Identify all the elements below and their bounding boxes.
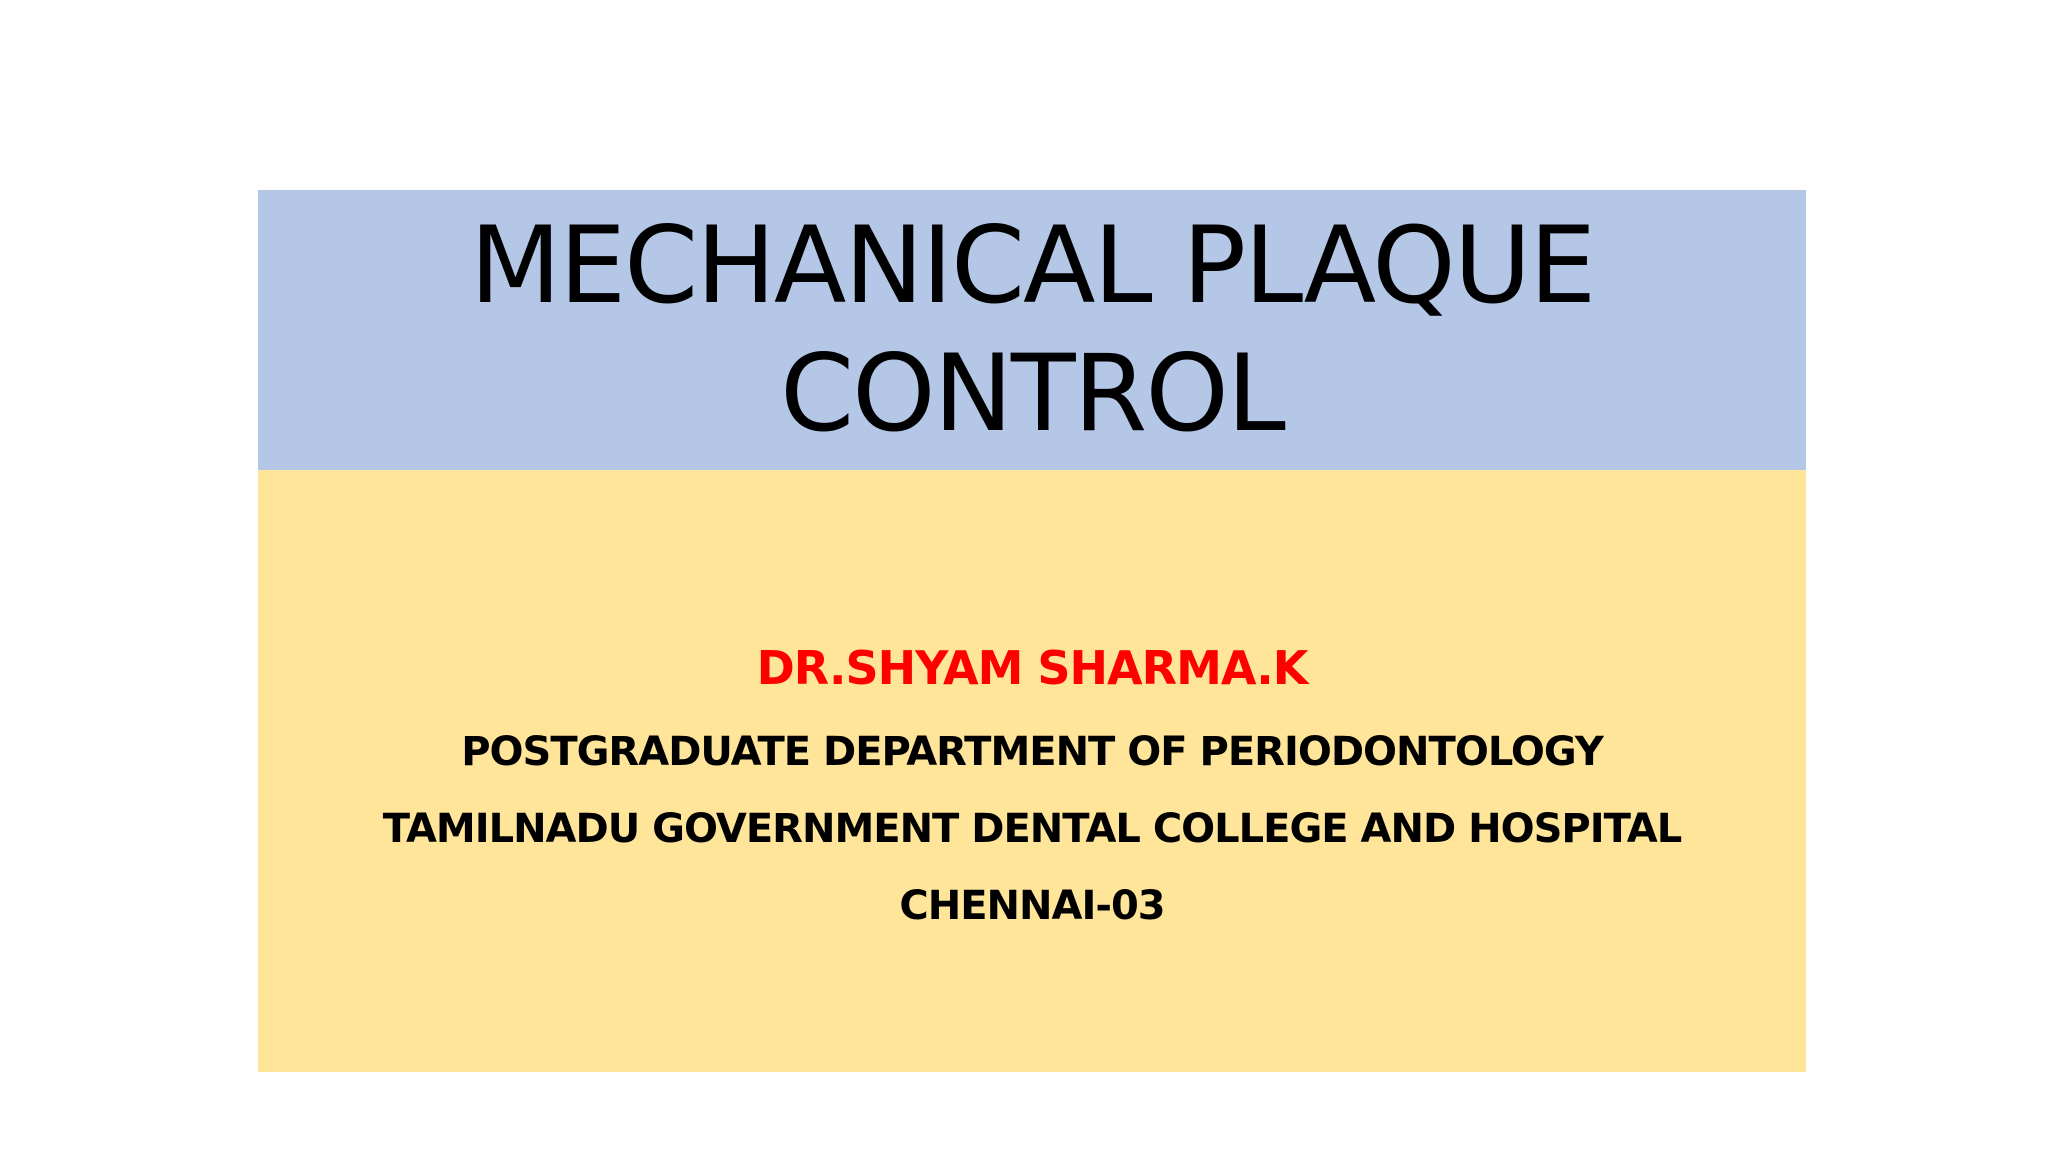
author-name: DR.SHYAM SHARMA.K — [756, 641, 1308, 695]
city-line: CHENNAI-03 — [899, 883, 1165, 929]
title-box — [258, 190, 1806, 470]
college-line: TAMILNADU GOVERNMENT DENTAL COLLEGE AND HOSPITAL — [382, 806, 1682, 852]
slide-title-line-2: CONTROL — [780, 332, 1284, 455]
department-line: POSTGRADUATE DEPARTMENT OF PERIODONTOLOGY — [461, 729, 1603, 775]
author-info-box — [258, 470, 1806, 1072]
slide-title-line-1: MECHANICAL PLAQUE — [469, 204, 1595, 327]
